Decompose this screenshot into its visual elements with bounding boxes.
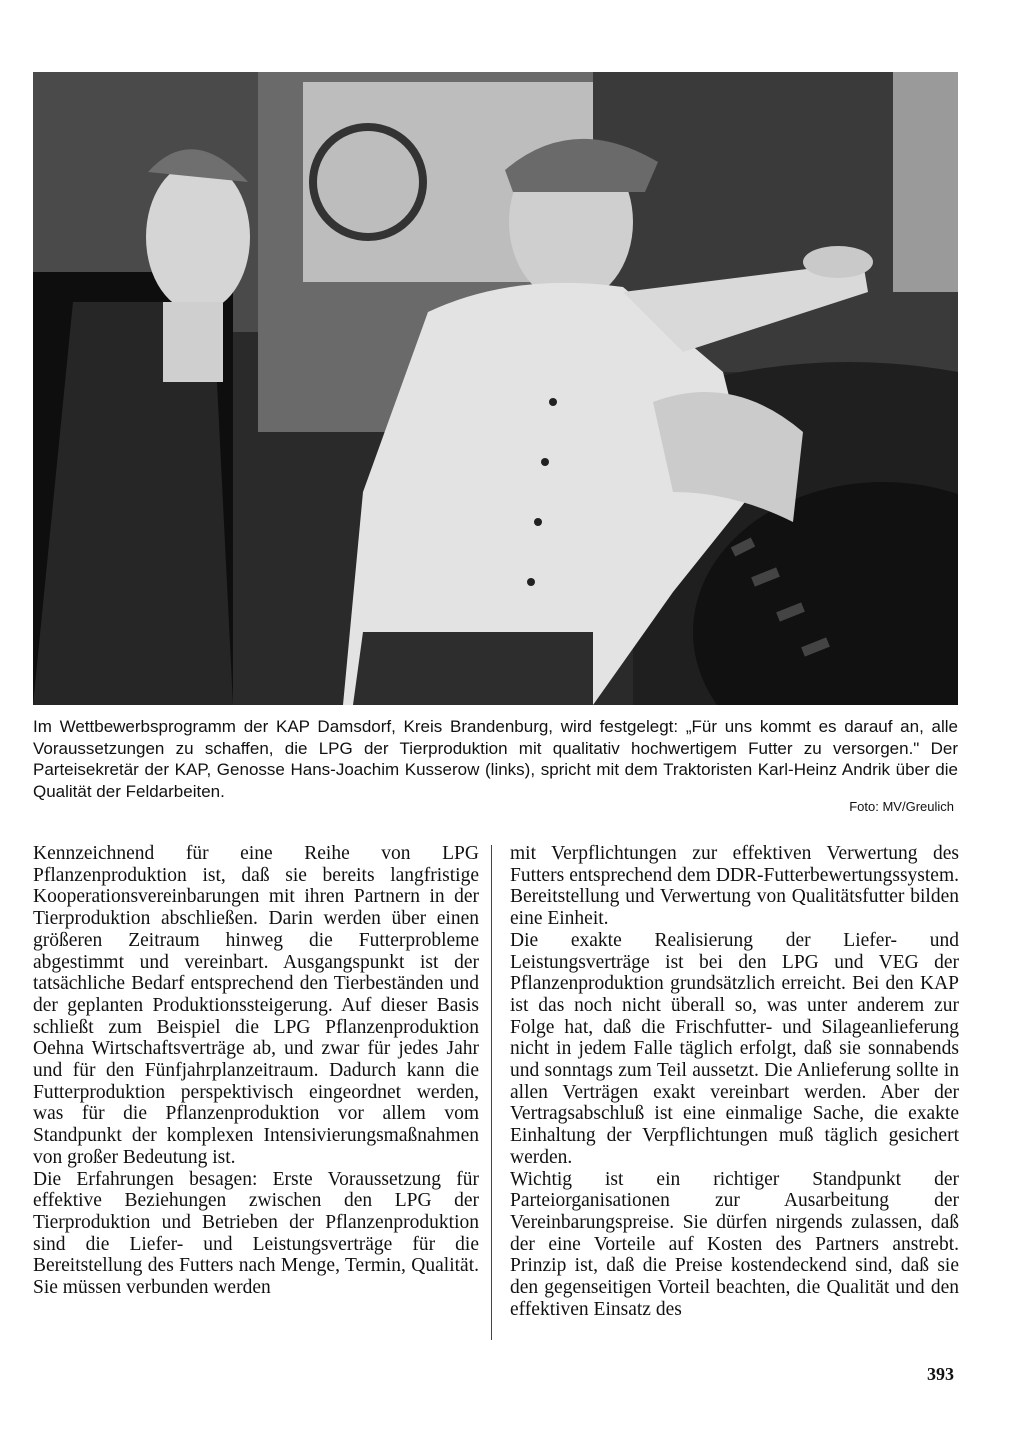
column-divider: [491, 845, 492, 1340]
photo-caption: Im Wettbewerbsprogramm der KAP Damsdorf, Kreis Brandenburg, wird festgelegt: „Für uns kommt es darauf an, alle Voraussetzungen zu schaffen, die LPG der Tierproduktion mit qualitativ hochwertigem Futter zu versorgen." Der Parteisekretär der KAP, Genosse Hans-Joachim Kusserow (links), spricht mit dem Traktoristen Karl-Heinz Andrik über die Qualität der Feldarbeiten.: [33, 717, 958, 801]
paragraph: Kennzeichnend für eine Reihe von LPG Pflanzenproduktion ist, daß sie bereits langfristige Kooperationsvereinbarungen mit ihren Partnern in der Tierproduktion abschließen. Darin werden über einen größeren Zeitraum hinweg die Futterprobleme abgestimmt und vereinbart. Ausgangspunkt ist der tatsächliche Bedarf entsprechend den Tierbeständen und der geplanten Produktionssteigerung. Auf dieser Basis schließt zum Beispiel die LPG Pflanzenproduktion Oehna Wirtschaftsverträge ab, und zwar für jedes Jahr und für den Fünfjahrplanzeitraum. Dadurch kann die Futterproduktion perspektivisch eingeordnet werden, was für die Pflanzenproduktion vor allem vom Standpunkt der komplexen Intensivierungsmaßnahmen von großer Bedeutung ist.: [33, 843, 479, 1168]
photo-two-men-at-tractor: [33, 72, 958, 705]
man-left-face: [146, 162, 250, 312]
article-column-right: [510, 843, 959, 1320]
paragraph: Die exakte Realisierung der Liefer- und Leistungsverträge ist bei den LPG und VEG der Pflanzenproduktion grundsätzlich erreicht. Bei den KAP ist das noch nicht überall so, was unter anderem zur Folge hat, daß die Frischfutter- und Silageanlieferung nicht in jedem Falle täglich erfolgt, daß sie sonnabends und sonntags zum Teil aussetzt. Die Anlieferung sollte in allen Verträgen exakt vereinbart werden. Aber der Vertragsabschluß ist eine einmalige Sache, die exakte Einhaltung der Verpflichtungen muß täglich gesichert werden.: [510, 929, 959, 1168]
page-number: 393: [927, 1364, 954, 1384]
photo-credit: Foto: MV/Greulich: [849, 799, 954, 814]
paragraph: mit Verpflichtungen zur effektiven Verwertung des Futters entsprechend dem DDR-Futterbewertungssystem. Bereitstellung und Verwertung von Qualitätsfutter bilden eine Einheit.: [510, 843, 959, 930]
paragraph: Wichtig ist ein richtiger Standpunkt der Parteiorganisationen zur Ausarbeitung der Vereinbarungspreise. Sie dürfen nirgends zulassen, daß der eine Vorteile auf Kosten des Partners anstrebt. Prinzip ist, daß die Preise kostendeckend sind, daß sie den gegenseitigen Vorteil beachten, die Qualität und den effektiven Einsatz des: [510, 1168, 959, 1320]
photo-illustration: [33, 72, 958, 705]
article-column-left: [33, 843, 479, 1299]
pointing-hand: [803, 246, 873, 278]
paragraph: Die Erfahrungen besagen: Erste Voraussetzung für effektive Beziehungen zwischen den LPG der Tierproduktion und Betrieben der Pflanzenproduktion sind die Liefer- und Leistungsverträge für die Bereitstellung des Futters nach Menge, Termin, Qualität. Sie müssen verbunden werden: [33, 1168, 479, 1299]
